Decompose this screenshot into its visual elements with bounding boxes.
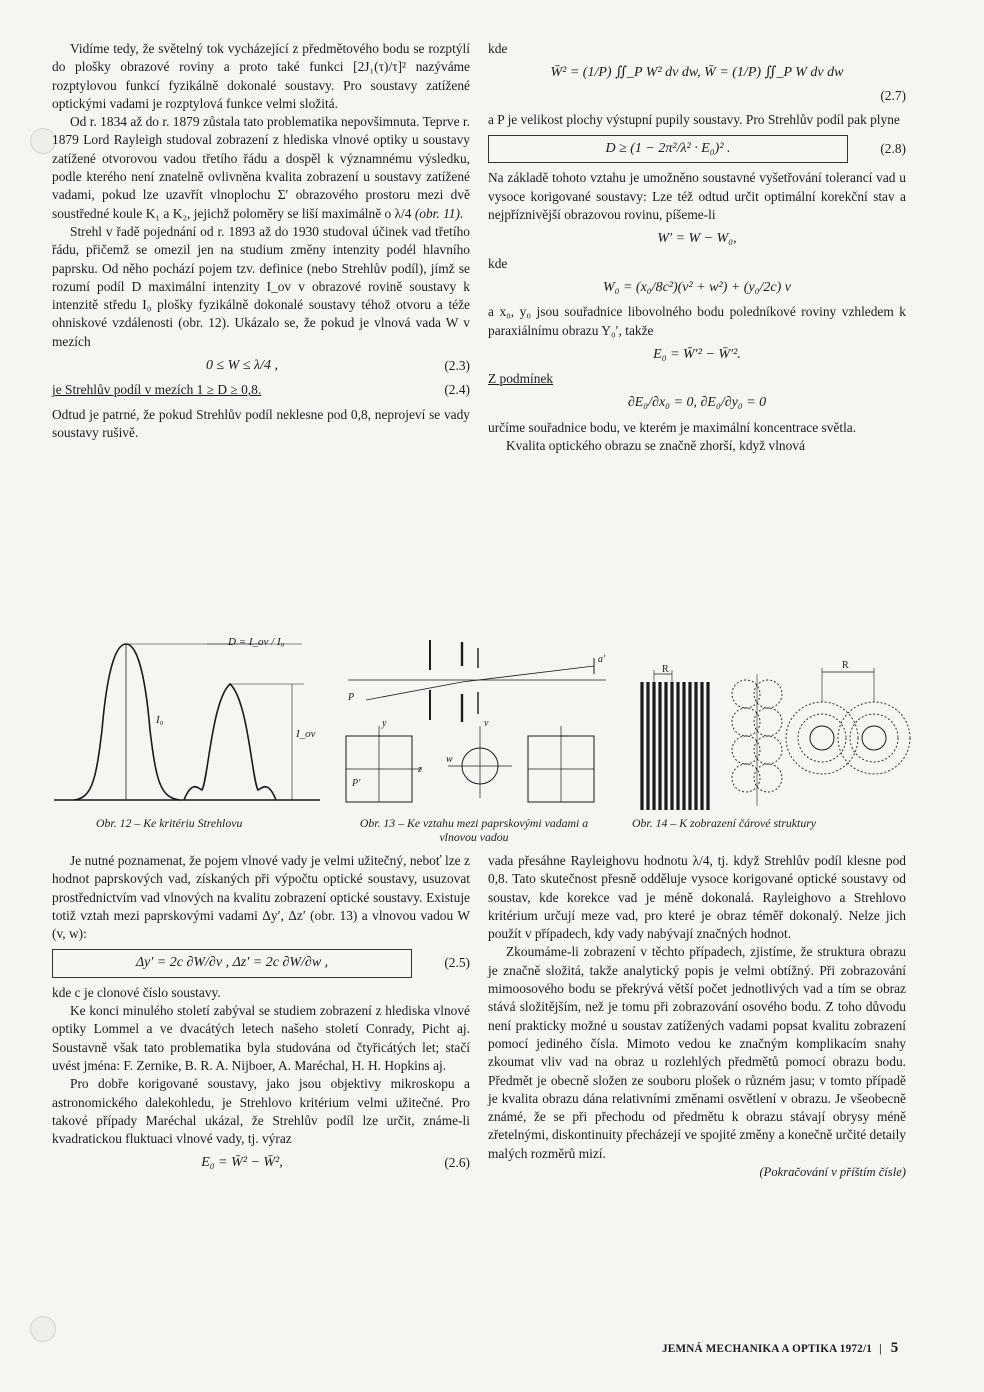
fig13-label-a: a′: [598, 654, 606, 665]
page-footer: JEMNÁ MECHANIKA A OPTIKA 1972/1 | 5: [662, 1340, 899, 1356]
equation-2-3: [52, 357, 470, 375]
figures-row: [52, 630, 912, 850]
equation-w0: [488, 279, 906, 297]
punch-hole: [30, 1316, 56, 1342]
left-column-top: [52, 40, 470, 442]
equation-2-8: [488, 135, 906, 163]
paragraph: vada přesáhne Rayleighovu hodnotu λ/4, tj. když Strehlův podíl klesne pod 0,8. Tato skutečnost přesně odděluje vysoce korigované optické soustavy od soustav, kde korekce vad je méně dokonalá. Rayleighovo a Strehlovo kritérium určují meze vad, pro které je obraz téměř dokonalý. Nelze jich použít v případech, kdy vady nabývají značných hodnot.: [488, 853, 906, 942]
paragraph: a P je velikost plochy výstupní pupily soustavy. Pro Strehlův podíl pak plyne: [488, 111, 900, 127]
right-column-bottom: [488, 852, 906, 1181]
equation-expr: je Strehlův podíl v mezích 1 ≥ D ≥ 0,8.: [52, 382, 262, 398]
paragraph: Strehl v řadě pojednání od r. 1893 až do 1930 studoval účinek vad třetího řádu, přičemž se omezil jen na studium změny intenzity podél hlavního paprsku. Od něho pochází pojem tzv. definice (nebo Strehlův podíl), jímž se rozumí podíl D maximální intenzity I_ov v obrazové rovině soustavy k intenzitě středu I₀ plošky fyzikálně dokonalé soustavy téhož otvoru a téže ohniskové vzdálenosti (obr. 12). Ukázalo se, že pokud je vlnová vada W v mezích: [52, 223, 470, 349]
equation-2-7: [488, 64, 906, 82]
paragraph: Na základě tohoto vztahu je umožněno soustavné vyšetřování tolerancí vad u vysoce korigované soustavy: Lze též odtud určit optimální korekční stav a nejpříznivější obrazovou rovinu, píšeme-li: [488, 170, 906, 223]
equation-number: (2.3): [444, 358, 470, 374]
equation-2-7-number: [488, 87, 906, 105]
fig12-label-iov: I_ov: [296, 728, 316, 740]
paragraph: Je nutné poznamenat, že pojem vlnové vady je velmi užitečný, neboť lze z hodnot paprskových vad, získaných při výpočtu optické soustavy, usuzovat prostřednictvím vad vlnových na kvalitu zobrazení optické soustavy. Existuje totiž vztah mezi paprskovými vadami Δy′, Δz′ (obr. 13) a vlnovou vadou W (v, w):: [52, 853, 470, 942]
equation-expr: W₀ = (x₀/8c²)(v² + w²) + (y₀/2c) v: [602, 279, 792, 295]
continued-note: (Pokračování v příštím čísle): [759, 1165, 906, 1180]
equation-number: (2.5): [444, 955, 470, 971]
left-column-bottom: [52, 852, 470, 1179]
paragraph: Vidíme tedy, že světelný tok vycházející z předmětového bodu se rozptýlí do plošky obrazové roviny a proto také funkci [2J₁(τ)/τ]² nazýváme rozptylovou funkcí fyzikálně dokonalé soustavy. Pro soustavy zatížené optickými vadami je rozptylová funkce velmi složitá.: [52, 41, 470, 111]
equation-number: (2.4): [444, 382, 470, 398]
label-kde: kde: [488, 255, 508, 271]
fig12-label-i0: I₀: [156, 714, 164, 726]
equation-number: (2.7): [880, 87, 906, 103]
fig13-label-p: P: [348, 692, 355, 703]
equation-expr: ∂E₀/∂x₀ = 0, ∂E₀/∂y₀ = 0: [627, 395, 767, 411]
equation-w-prime: [488, 230, 906, 248]
right-column-top: [488, 40, 906, 455]
figure-12-caption: Obr. 12 – Ke kritériu Strehlovu: [96, 816, 243, 830]
label-kde: kde: [488, 41, 508, 56]
equation-expr: D ≥ (1 − 2π²/λ² · E₀)² .: [488, 135, 848, 163]
equation-number: (2.6): [444, 1155, 470, 1171]
equation-2-4: [52, 381, 470, 399]
equation-2-6: [52, 1154, 470, 1172]
fig14-label-r: R: [662, 664, 669, 675]
equation-expr: 0 ≤ W ≤ λ/4 ,: [206, 358, 278, 374]
paragraph: [52, 113, 470, 223]
figure-ref: (obr. 11).: [414, 205, 464, 221]
paragraph: kde c je clonové číslo soustavy.: [52, 984, 221, 1000]
equation-e0: [488, 346, 906, 364]
fig14-label-r: R: [842, 660, 849, 671]
equation-number: (2.8): [880, 141, 906, 157]
equation-expr: W̄² = (1/P) ∬_P W² dv dw, W̄ = (1/P) ∬_P W dv dw: [550, 65, 844, 81]
figure-14-caption: Obr. 14 – K zobrazení čárové struktury: [632, 816, 817, 830]
paragraph: Odtud je patrné, že pokud Strehlův podíl neklesne pod 0,8, neprojeví se vady soustavy rušivě.: [52, 406, 470, 440]
spot-diagrams: [786, 702, 910, 774]
figure-12-diagram: [52, 630, 342, 814]
fig13-label-y: y: [382, 718, 387, 729]
paragraph: určíme souřadnice bodu, ve kterém je maximální koncentrace světla.: [488, 419, 857, 435]
equation-expr: E₀ = W̄′² − W̄′².: [653, 346, 741, 362]
equation-conditions: [488, 394, 906, 412]
curve-aberrated: [184, 684, 276, 800]
journal-name: JEMNÁ MECHANIKA A OPTIKA 1972/1: [662, 1343, 873, 1355]
fig12-formula: D = I_ov / I₀: [228, 636, 285, 648]
paragraph: Pro dobře korigované soustavy, jako jsou objektivy mikroskopu a astronomického dalekohledu, je Strehlovo kritérium velmi užitečné. Pro takové případy Maréchal ukázal, že Strehlův podíl lze určit, známe-li kvadratickou fluktuaci vlnové vady, tj. výraz: [52, 1076, 470, 1147]
equation-expr: E₀ = W̄² − W̄²,: [201, 1155, 283, 1171]
equation-expr: W′ = W − W₀,: [657, 231, 737, 247]
paragraph: Ke konci minulého století zabýval se studiem zobrazení z hlediska vlnové optiky Lommel a ve dvacátých letech našeho století Conrady, Picht aj. Soustavně však tato problematika byla studována od čtyřicátých let; stačí uvést jména: F. Zernike, B. R. A. Nijboer, A. Maréchal, H. H. Hopkins aj.: [52, 1003, 470, 1073]
fig13-label-pprime: P′: [352, 778, 361, 789]
page-number: 5: [890, 1340, 899, 1356]
line-grating: [642, 682, 708, 810]
curve-ideal: [74, 644, 180, 800]
paragraph: Kvalita optického obrazu se značně zhorší, když vlnová: [506, 438, 805, 454]
fig13-label-w: w: [446, 754, 453, 765]
label-z-podminek: Z podmínek: [488, 371, 554, 387]
figure-13-caption: Obr. 13 – Ke vztahu mezi paprskovými vadami a vlnovou vadou: [359, 816, 589, 844]
paragraph: a x₀, y₀ jsou souřadnice libovolného bodu poledníkové roviny vzhledem k paraxiálnímu obrazu Y₀′, takže: [488, 304, 906, 338]
equation-2-5: [52, 949, 470, 977]
fig13-label-v: v: [484, 718, 489, 729]
figure-14-diagram: [634, 660, 912, 810]
paragraph-text: Od r. 1834 až do r. 1879 zůstala tato problematika nepovšimnuta. Teprve r. 1879 Lord Rayleigh studoval zobrazení z hlediska vlnové optiky u soustavy zatížené otvorovou vadou třetího řádu a dospěl k významnému výsledku, podle kterého není znatelně ovlivněna kvalita zobrazení u soustavy zatížené vadami, pokud lze uzavřít vlnoplochu Σ′ obrazového prostoru mezi dvě soustředné koule K₁ a K₂, jejichž poloměry se liší maximálně o λ/4: [52, 114, 470, 221]
equation-expr: Δy′ = 2c ∂W/∂v , Δz′ = 2c ∂W/∂w ,: [52, 949, 412, 977]
paragraph: Zkoumáme-li zobrazení v těchto případech, zjistíme, že struktura obrazu je značně složitá, takže analytický popis je velmi obtížný. Při zobrazování mimoosového bodu se překrývá větší počet jednotlivých vad a tím se obraz stává složitějším, než je tomu při zobrazování osového bodu. Z toho důvodu není prakticky možné u soustav zatížených vadami popsat kvalitu zobrazení pomocí jediného čísla. Mimoto vedou ke značným komplikacím snahy zkoumat vliv vad na obraz u rozlehlých předmětů pomocí obrazu bodu. Předmět je obecně složen ze souboru plošek o různém jasu; v tomto případě je kvalita obrazu dána relativními změnami osvětlení v obrazu. Je všeobecně známé, že se při přechodu od předmětu k obrazu stávají obrysy méně zřetelnými, diskontinuity přecházejí ve spojité změny a konečně určité detaily malých rozměrů mizí.: [488, 944, 906, 1161]
fig13-label-z: z: [418, 764, 422, 775]
